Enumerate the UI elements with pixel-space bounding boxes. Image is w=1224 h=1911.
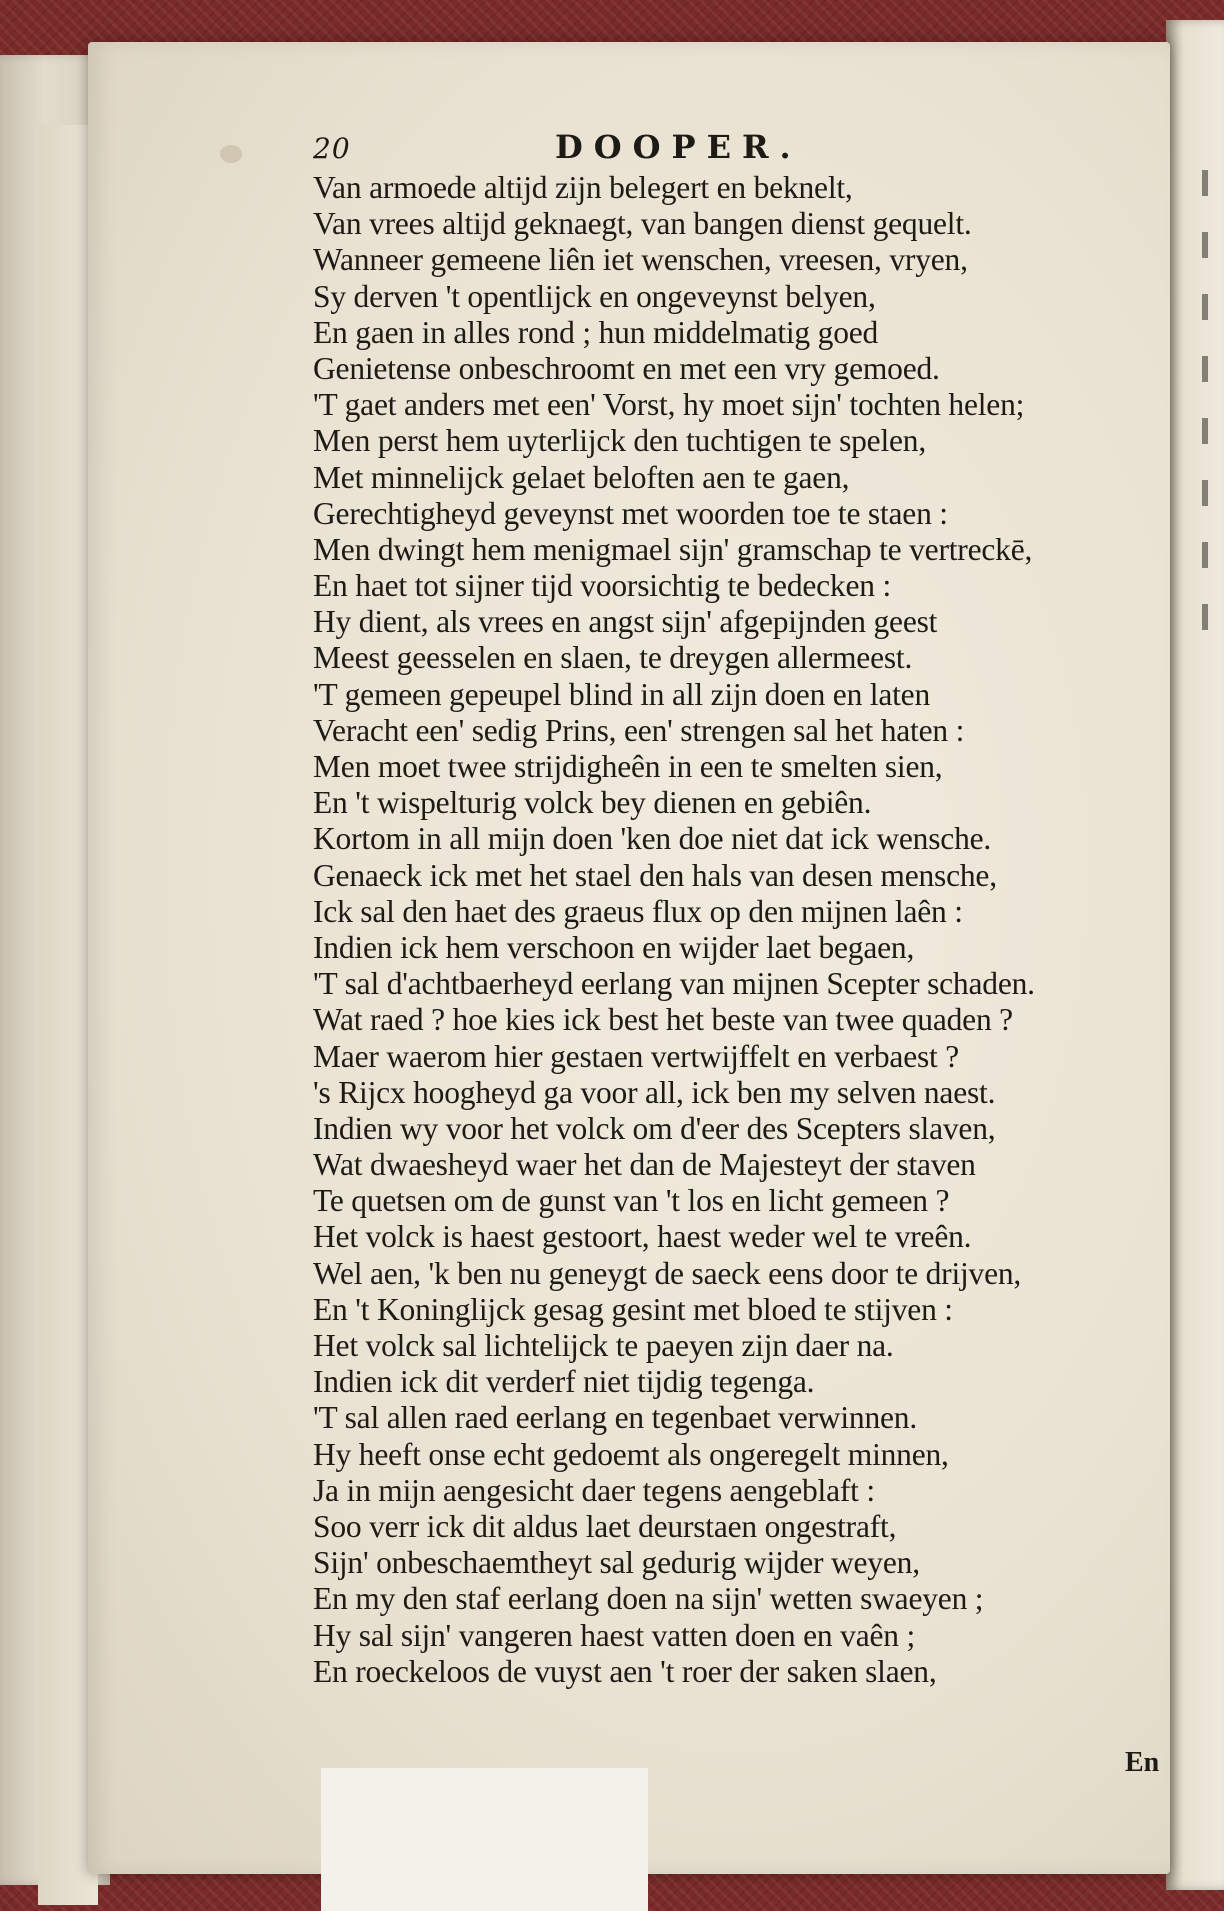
verse-line: En 't wispelturig volck bey dienen en gebiên. bbox=[313, 785, 872, 821]
verse-line: Indien wy voor het volck om d'eer des Scepters slaven, bbox=[313, 1110, 996, 1146]
verse-line: Sy derven 't opentlijck en ongeveynst belyen, bbox=[313, 278, 876, 314]
verse-line: 'T gaet anders met een' Vorst, hy moet sijn' tochten helen; bbox=[313, 387, 1025, 423]
verse-line: En gaen in alles rond ; hun middelmatig goed bbox=[313, 314, 879, 350]
catchword: En bbox=[1125, 1747, 1160, 1778]
verse-line: Genietense onbeschroomt en met een vry gemoed. bbox=[313, 350, 940, 386]
verse-line: Het volck sal lichtelijck te paeyen zijn daer na. bbox=[313, 1328, 894, 1363]
verse-line: 'T sal allen raed eerlang en tegenbaet verwinnen. bbox=[313, 1400, 918, 1436]
verse-line: Men moet twee strijdigheên in een te smelten sien, bbox=[313, 749, 943, 784]
verse-line: Te quetsen om de gunst van 't los en licht gemeen ? bbox=[313, 1183, 950, 1219]
verse-line: Hy heeft onse echt gedoemt als ongeregelt minnen, bbox=[313, 1436, 949, 1472]
page-text-block bbox=[313, 126, 1173, 1690]
facing-page-edge bbox=[1166, 20, 1224, 1890]
verse-line: 'T gemeen gepeupel blind in all zijn doen en laten bbox=[313, 676, 931, 712]
verse-line: Van armoede altijd zijn belegert en beknelt, bbox=[313, 170, 853, 205]
verse-line: Meest geesselen en slaen, te dreygen allermeest. bbox=[313, 640, 913, 676]
verse-line: En my den staf eerlang doen na sijn' wetten swaeyen ; bbox=[313, 1581, 984, 1617]
verse-line: Wat dwaesheyd waer het dan de Majesteyt der staven bbox=[313, 1147, 976, 1183]
verse-line: En haet tot sijner tijd voorsichtig te bedecken : bbox=[313, 568, 892, 604]
verse-line: Van vrees altijd geknaegt, van bangen dienst gequelt. bbox=[313, 206, 972, 242]
verse-line: Indien ick hem verschoon en wijder laet begaen, bbox=[313, 929, 915, 965]
verse-line: Men dwingt hem menigmael sijn' gramschap te vertreckē, bbox=[313, 531, 1033, 567]
verse-line: Wanneer gemeene liên iet wenschen, vreesen, vryen, bbox=[313, 242, 968, 278]
verse-line: Men perst hem uyterlijck den tuchtigen te spelen, bbox=[313, 423, 927, 459]
verse-line: Het volck is haest gestoort, haest weder wel te vreên. bbox=[313, 1219, 972, 1255]
verse-line: Sijn' onbeschaemtheyt sal gedurig wijder weyen, bbox=[313, 1545, 920, 1581]
verse-line: Indien ick dit verderf niet tijdig tegenga. bbox=[313, 1364, 815, 1400]
verse-line: En roeckeloos de vuyst aen 't roer der saken slaen, bbox=[313, 1653, 937, 1689]
verse-line: Wel aen, 'k ben nu geneygt de saeck eens door te drijven, bbox=[313, 1255, 1022, 1291]
running-head bbox=[313, 126, 1173, 170]
page-number: 20 bbox=[313, 132, 351, 165]
verse-line: Ick sal den haet des graeus flux op den mijnen laên : bbox=[313, 893, 963, 929]
verse-line: Kortom in all mijn doen 'ken doe niet dat ick wensche. bbox=[313, 821, 992, 857]
verse-line: En 't Koninglijck gesag gesint met bloed te stijven : bbox=[313, 1291, 953, 1327]
paper-stain bbox=[220, 145, 242, 163]
verse-line: Met minnelijck gelaet beloften aen te gaen, bbox=[313, 459, 850, 495]
verse-line: 'T sal d'achtbaerheyd eerlang van mijnen Scepter schaden. bbox=[313, 966, 1035, 1002]
verse-line: Maer waerom hier gestaen vertwijffelt en verbaest ? bbox=[313, 1038, 960, 1074]
verse-line: Hy dient, als vrees en angst sijn' afgepijnden geest bbox=[313, 604, 938, 640]
verse-line: Ja in mijn aengesicht daer tegens aengeblaft : bbox=[313, 1472, 875, 1508]
facing-page-text-marks bbox=[1202, 170, 1216, 630]
verse-line: 's Rijcx hoogheyd ga voor all, ick ben my selven naest. bbox=[313, 1074, 996, 1110]
verse-line: Soo verr ick dit aldus laet deurstaen ongestraft, bbox=[313, 1508, 897, 1544]
verse-line: Veracht een' sedig Prins, een' strengen sal het haten : bbox=[313, 712, 965, 748]
verse-line: Wat raed ? hoe kies ick best het beste van twee quaden ? bbox=[313, 1002, 1013, 1038]
page-heading: DOOPER. bbox=[555, 128, 802, 166]
verse-line: Hy sal sijn' vangeren haest vatten doen en vaên ; bbox=[313, 1617, 916, 1653]
verse-line: Gerechtigheyd geveynst met woorden toe te staen : bbox=[313, 495, 948, 531]
verse-lines bbox=[313, 170, 1173, 1690]
verse-line: Genaeck ick met het stael den hals van desen mensche, bbox=[313, 857, 997, 893]
light-patch bbox=[321, 1768, 648, 1911]
